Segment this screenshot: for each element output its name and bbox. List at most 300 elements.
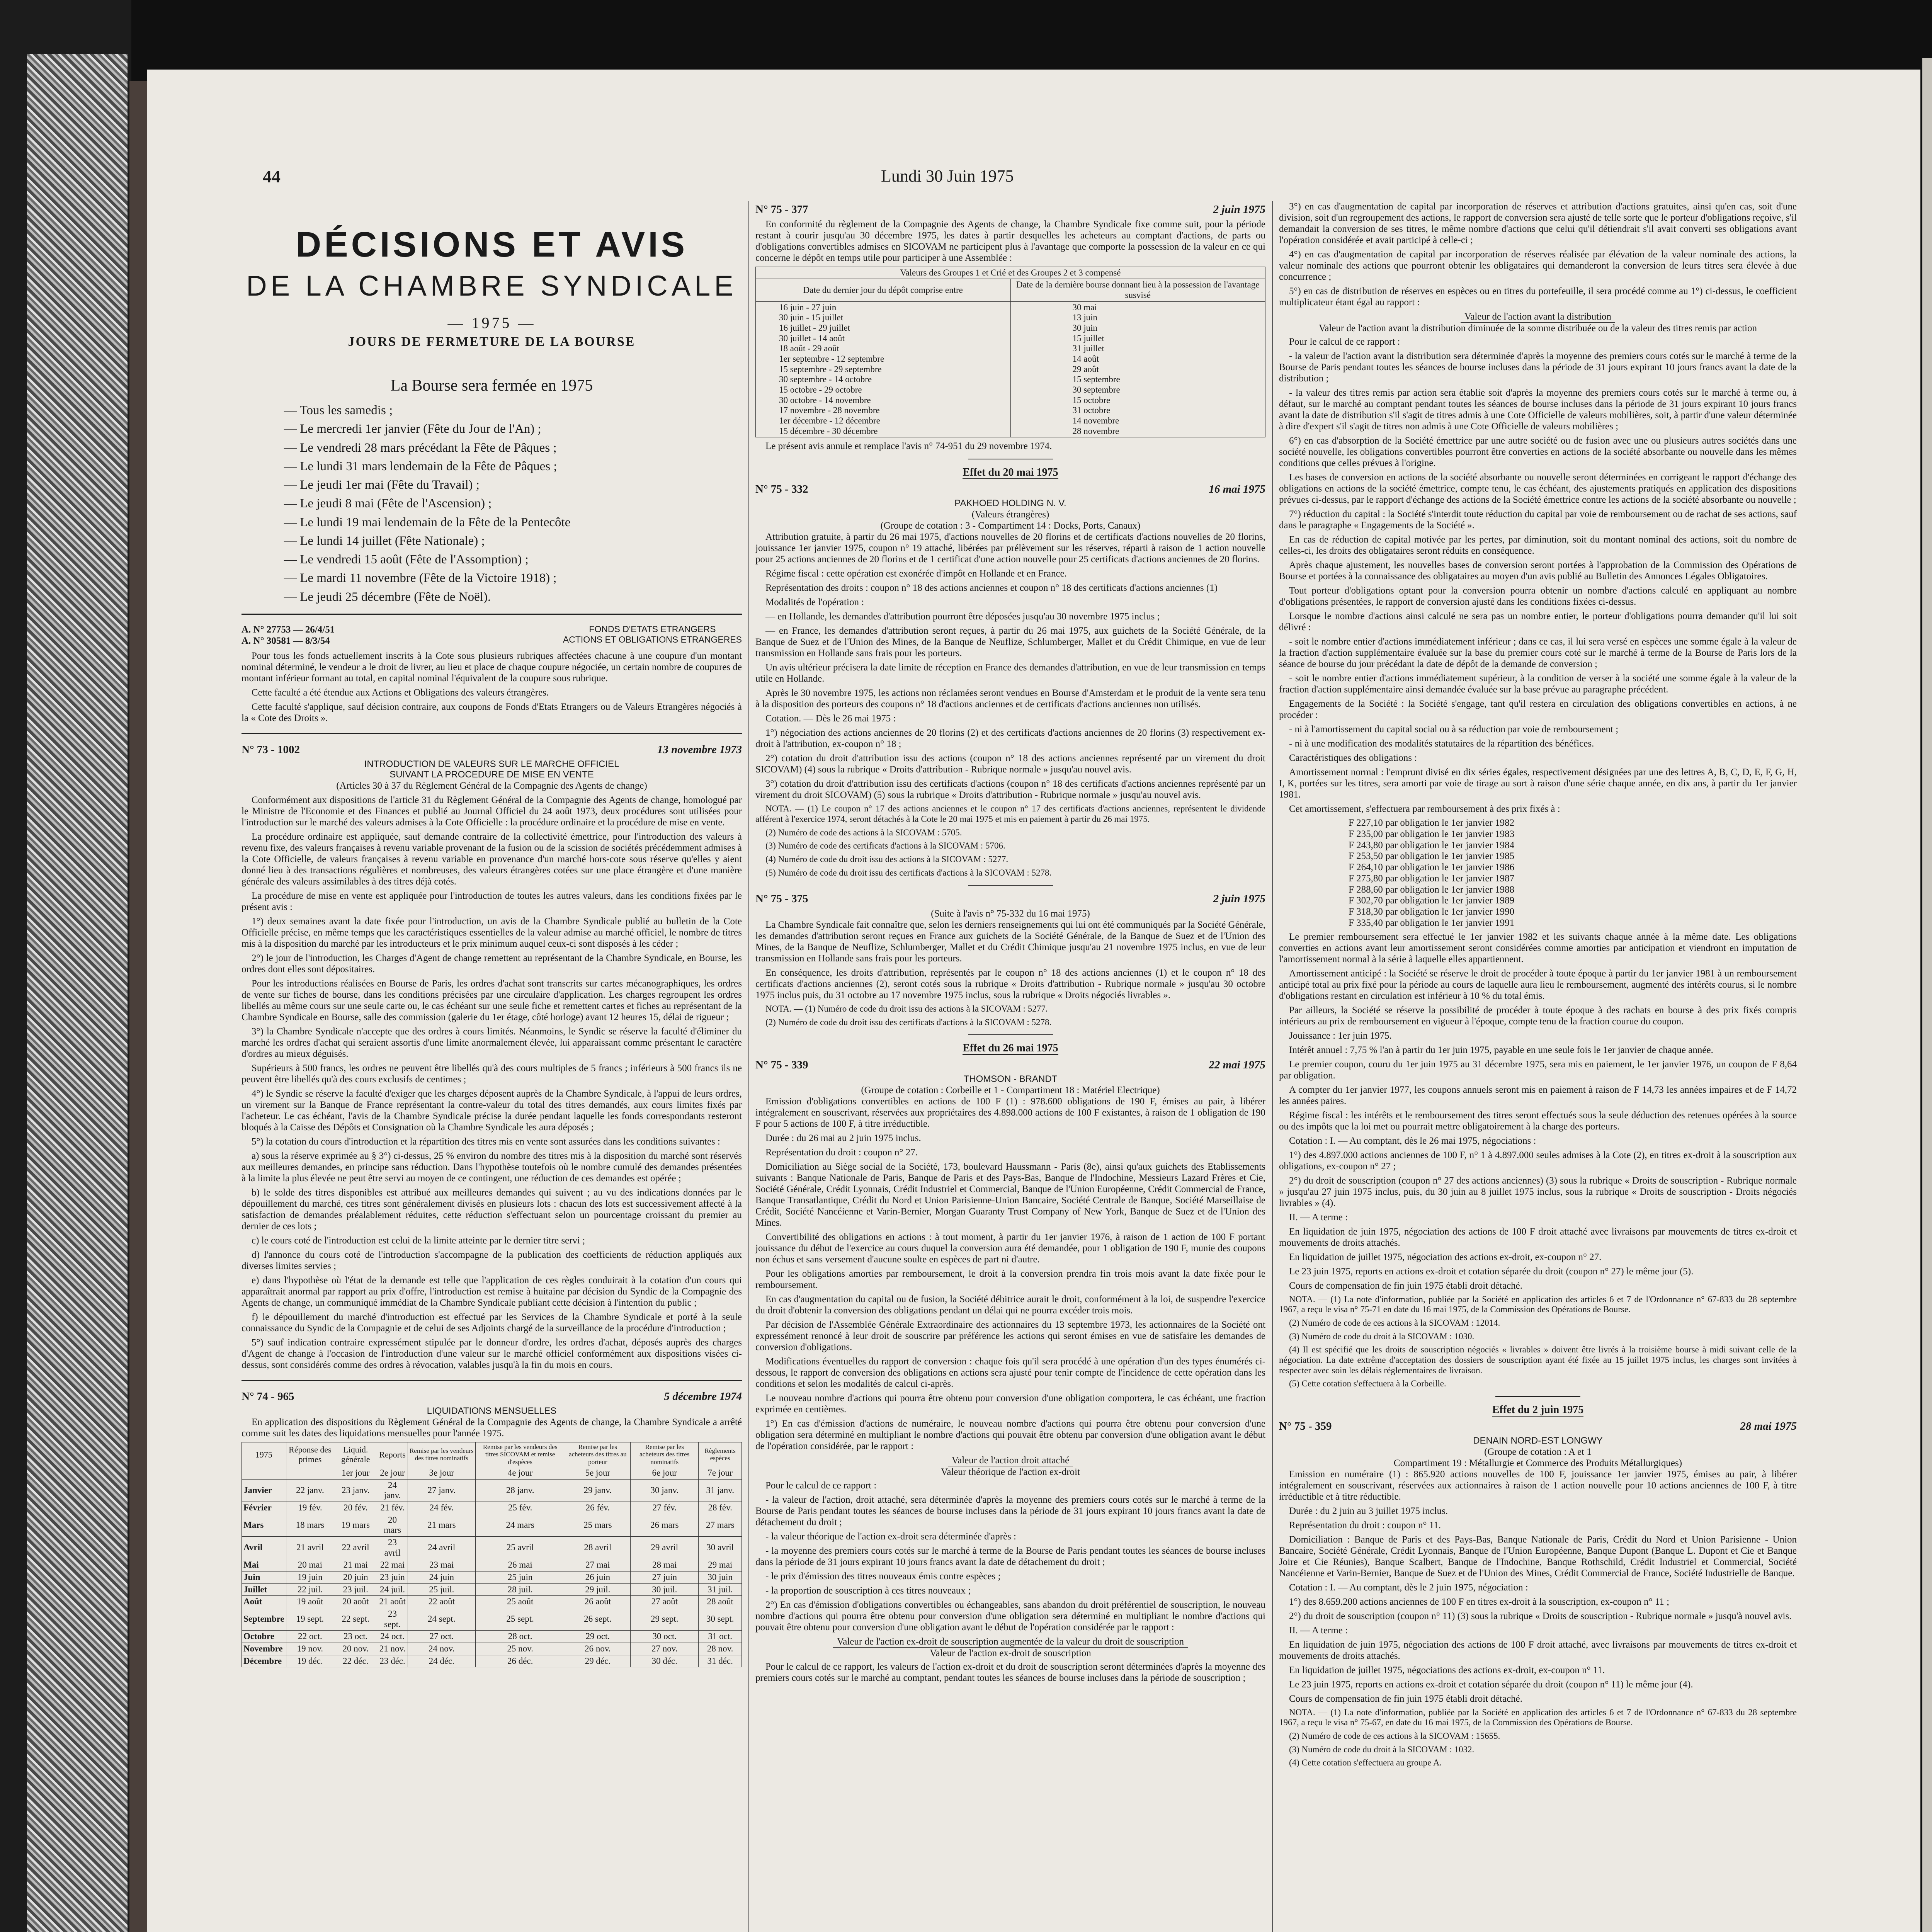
date-cell: 23 oct. — [334, 1631, 377, 1643]
paragraph: f) le dépouillement du marché d'introduction est effectué par les Services de la Chambre Syndicale et porté à la seule connaissance du Syndic de la Compagnie et de celui de ses Adjoints chargé de la surveillance de la procédure d'introduction ; — [242, 1312, 742, 1334]
note: (5) Cette cotation s'effectuera à la Corbeille. — [1289, 1379, 1446, 1389]
date-cell: 29 déc. — [565, 1655, 631, 1667]
date-cell: 21 nov. — [377, 1643, 408, 1655]
arrete-ref: A. N° 30581 — 8/3/54 — [242, 636, 330, 646]
table-row — [242, 1514, 742, 1536]
formula-denominator: Valeur de l'action ex-droit de souscription — [930, 1648, 1091, 1659]
paragraph: Pour le calcul de ce rapport : — [1289, 337, 1400, 347]
month-cell: Mars — [242, 1514, 286, 1536]
divider — [1495, 1396, 1580, 1397]
date-cell: 29 avril — [631, 1536, 699, 1559]
avis-date: 28 mai 1975 — [1740, 1420, 1797, 1433]
date-cell: 28 janv. — [475, 1479, 565, 1502]
date-cell: 20 fév. — [334, 1502, 377, 1514]
paragraph: d) l'annonce du cours coté de l'introduction s'accompagne de la publication des coefficients de réduction appliqués aux diverses limites servies ; — [242, 1250, 742, 1272]
paragraph: - soit le nombre entier d'actions immédiatement supérieur, à la condition de verser à la société une somme égale à la valeur de la fraction d'action supplémentaire ainsi demandée évaluée sur la base prévue au paragraphe précédent. — [1279, 673, 1797, 695]
last-bourse-date: 28 novembre — [1072, 426, 1119, 436]
facing-page-edge — [1922, 58, 1932, 1932]
table-row — [242, 1479, 742, 1502]
holiday-item: — Le vendredi 15 août (Fête de l'Assomption) ; — [284, 553, 529, 567]
paragraph: b) le solde des titres disponibles est attribué aux meilleures demandes qui suivent ; au vu des indications données par le dépouillement du marché, ces titres sont généralement divisés en plusieurs lots : chacun des lots est successivement affecté à la satisfaction de demandes préalablement réduites, cette réduction s'effectuant selon un pourcentage croissant du premier au dernier de ces lots ; — [242, 1187, 742, 1232]
paragraph: En liquidation de juin 1975, négociation des actions de 100 F droit attaché avec livraisons par mouvements de titres ex-droit et mouvements de droits attachés. — [1279, 1226, 1797, 1248]
quotation-group: (Groupe de cotation : 3 - Compartiment 14 : Docks, Ports, Canaux) — [880, 520, 1141, 531]
paragraph: 5°) la cotation du cours d'introduction et la répartition des titres mis en vente sont assurées dans les conditions suivantes : — [252, 1136, 720, 1147]
quotation-group: Compartiment 19 : Métallurgie et Commerce des Produits Métallurgiques) — [1393, 1458, 1682, 1468]
paragraph: Pour les introductions réalisées en Bourse de Paris, les ordres d'achat sont transcrits sur cartes mécanographiques, les ordres de vente sur fiches de bourse, dans les conditions précisées par une circulaire d'application. Les charges regroupent les ordres libellés au même cours sur une seule carte ou, le cas échéant sur une seule fiche et remettent cartes et fiches au représentant de la Chambre Syndicale en Bourse, salle des commission (galerie du 1er étage, côté horloge) avant 12 heures 15, délai de rigueur ; — [242, 978, 742, 1023]
date-cell: 30 oct. — [631, 1631, 699, 1643]
paragraph: 2°) le jour de l'introduction, les Charges d'Agent de change remettent au représentant de la Chambre Syndicale, en Bourse, les ordres dont elles sont dépositaires. — [242, 953, 742, 975]
formula-numerator: Valeur de l'action ex-droit de souscription augmentée de la valeur du droit de souscription — [833, 1636, 1188, 1648]
table-row — [242, 1608, 742, 1630]
column-header: Remise par les acheteurs des titres nominatifs — [631, 1442, 699, 1467]
effective-date-heading: Effet du 26 mai 1975 — [963, 1042, 1058, 1054]
date-cell: 18 mars — [286, 1514, 334, 1536]
column-subheader: 4e jour — [475, 1467, 565, 1479]
date-cell: 24 déc. — [408, 1655, 475, 1667]
date-cell: 21 avril — [286, 1536, 334, 1559]
date-cell: 19 juin — [286, 1571, 334, 1583]
paragraph: Pour les obligations amorties par remboursement, le droit à la conversion prendra fin trois mois avant la date fixée pour le remboursement. — [755, 1269, 1265, 1291]
paragraph: En liquidation de juin 1975, négociation des actions de 100 F droit attaché, avec livraisons par mouvements de titres ex-droit et mouvements de droits attachés. — [1279, 1639, 1797, 1661]
avis-reference: (Articles 30 à 37 du Règlement Général de la Compagnie des Agents de change) — [336, 781, 647, 791]
date-cell: 27 fév. — [631, 1502, 699, 1514]
date-cell: 27 juin — [631, 1571, 699, 1583]
paragraph: Régime fiscal : les intérêts et le remboursement des titres seront effectués sous la seule déduction des retenues opérées à la source ou des impôts que la loi met ou pourrait mettre obligatoirement à la charge des porteurs. — [1279, 1110, 1797, 1132]
last-bourse-date: 13 juin — [1072, 313, 1098, 323]
formula-numerator: Valeur de l'action avant la distribution — [1461, 311, 1615, 323]
paragraph: Cours de compensation de fin juin 1975 établi droit détaché. — [1289, 1693, 1523, 1704]
divider — [968, 1034, 1053, 1035]
foreign-section — [242, 650, 742, 724]
formula-denominator: Valeur théorique de l'action ex-droit — [941, 1467, 1080, 1478]
date-cell: 22 avril — [334, 1536, 377, 1559]
amortization-row: F 243,80 par obligation le 1er janvier 1984 — [1349, 840, 1515, 850]
date-cell: 24 sept. — [408, 1608, 475, 1630]
amortization-row: F 335,40 par obligation le 1er janvier 1991 — [1349, 917, 1515, 928]
month-cell: Avril — [242, 1536, 286, 1559]
avis-number: N° 75 - 332 — [755, 483, 808, 495]
date-cell: 29 juil. — [565, 1583, 631, 1596]
note: (4) Cette cotation s'effectuera au groupe A. — [1289, 1758, 1442, 1768]
paragraph: - ni à l'amortissement du capital social ou à sa réduction par voie de remboursement ; — [1289, 724, 1619, 735]
avis-number: N° 73 - 1002 — [242, 743, 300, 756]
paragraph: a) sous la réserve exprimée au § 3°) ci-dessus, 25 % environ du nombre des titres mis à la disposition du marché sont réservés aux meilleures demandes, en principe sans réduction. Dans l'hypothèse toutefois où le nombre cumulé des demandes présentées à la limite la plus élevée ne peut être servi au moyen de ce contingent, une réduction de ces demandes est opérée ; — [242, 1151, 742, 1184]
deposit-date-range: 17 novembre - 28 novembre — [779, 405, 880, 415]
date-cell: 27 nov. — [631, 1643, 699, 1655]
paragraph: — en Hollande, les demandes d'attribution pourront être déposées jusqu'au 30 novembre 1975 inclus ; — [765, 611, 1160, 622]
paragraph: Lorsque le nombre d'actions ainsi calculé ne sera pas un nombre entier, le porteur d'obligations pourra demander qu'il lui soit délivré : — [1279, 611, 1797, 633]
note: (2) Numéro de code de ces actions à la SICOVAM : 12014. — [1289, 1318, 1500, 1328]
date-cell: 30 avril — [699, 1536, 742, 1559]
avis-339-body — [755, 1096, 1265, 1452]
date-cell: 20 nov. — [334, 1643, 377, 1655]
date-cell: 24 avril — [408, 1536, 475, 1559]
date-cell: 31 déc. — [699, 1655, 742, 1667]
date-cell: 27 août — [631, 1596, 699, 1608]
paragraph: - ni à une modification des modalités statutaires de la répartition des bénéfices. — [1289, 738, 1594, 749]
paragraph: Représentation du droit : coupon n° 27. — [765, 1147, 918, 1158]
company-subtitle: (Valeurs étrangères) — [971, 509, 1049, 520]
note: NOTA. — (1) La note d'information, publiée par la Société en application des articles 6 et 7 de l'Ordonnance n° 67-833 du 28 septembre 1967, a reçu le visa n° 75-71 en date du 16 mai 1975, de la Commission des Opérations de Bourse. — [1279, 1294, 1797, 1315]
date-cell: 19 mars — [334, 1514, 377, 1536]
month-cell: Janvier — [242, 1479, 286, 1502]
page-number: 44 — [263, 167, 281, 186]
avis-73-body — [242, 794, 742, 1371]
formula-denominator: Valeur de l'action avant la distribution diminuée de la somme distribuée ou de la valeur des titres remis par action — [1318, 323, 1757, 333]
amortization-row: F 318,30 par obligation le 1er janvier 1990 — [1349, 906, 1515, 917]
paragraph: II. — A terme : — [1289, 1212, 1348, 1223]
company-name: DENAIN NORD-EST LONGWY — [1473, 1435, 1603, 1446]
column-3 — [1279, 201, 1797, 1932]
date-cell: 23 juin — [377, 1571, 408, 1583]
date-cell: 31 juil. — [699, 1583, 742, 1596]
avis-375-body — [755, 919, 1265, 1001]
paragraph: 3°) cotation du droit d'attribution issu des certificats d'actions (coupon n° 18 des certificats d'actions anciennes représenté par un virement du droit SICOVAM) (5) sous la rubrique « Droits d'attribution - Rubrique normale » jusqu'au nouvel avis. — [755, 779, 1265, 801]
table-row — [242, 1655, 742, 1667]
date-cell: 25 juin — [475, 1571, 565, 1583]
date-cell: 22 sept. — [334, 1608, 377, 1630]
note: NOTA. — (1) La note d'information, publiée par la Société en application des articles 6 et 7 de l'Ordonnance n° 67-833 du 28 septembre 1967, a reçu le visa n° 75-67, en date du 16 mai 1975, de la Commission des Opérations de Bourse. — [1279, 1707, 1797, 1728]
date-cell: 27 mars — [699, 1514, 742, 1536]
date-cell: 28 nov. — [699, 1643, 742, 1655]
paragraph: 2°) du droit de souscription (coupon n° 11) (3) sous la rubrique « Droits de souscription - Rubrique normale » jusqu'à nouvel avis. — [1289, 1611, 1792, 1621]
date-cell: 25 août — [475, 1596, 565, 1608]
amortization-row: F 227,10 par obligation le 1er janvier 1982 — [1349, 818, 1515, 828]
last-bourse-date: 31 octobre — [1072, 405, 1111, 415]
amortization-row: F 288,60 par obligation le 1er janvier 1988 — [1349, 884, 1515, 895]
date-cell: 21 août — [377, 1596, 408, 1608]
table-row — [242, 1559, 742, 1571]
book-binding — [0, 0, 131, 1932]
date-cell: 19 sept. — [286, 1608, 334, 1630]
date-cell: 22 août — [408, 1596, 475, 1608]
table-row — [242, 1536, 742, 1559]
deposit-date-range: 15 décembre - 30 décembre — [779, 426, 878, 436]
avis-reference: (Suite à l'avis n° 75-332 du 16 mai 1975) — [931, 908, 1090, 919]
divider — [242, 733, 742, 734]
paragraph: 3°) en cas d'augmentation de capital par incorporation de réserves et attribution d'actions gratuites, ainsi qu'en cas, soit d'une division, soit d'un regroupement des actions, le rapport de conversion sera ajusté de telle sorte que le porteur d'obligations reçoive, s'il demandait la conversion de ses titres, le même nombre d'actions que celui qu'il détiendrait s'il avait converti ses obligations avant l'opération considérée et avait participé à celle-ci ; — [1279, 201, 1797, 245]
avis-title: INTRODUCTION DE VALEURS SUR LE MARCHE OFFICIEL — [364, 759, 619, 769]
paragraph: Cotation. — Dès le 26 mai 1975 : — [765, 713, 896, 724]
avis-date: 2 juin 1975 — [1213, 203, 1265, 216]
holiday-item: — Le vendredi 28 mars précédant la Fête de Pâques ; — [284, 440, 557, 455]
deposit-date-range: 1er septembre - 12 septembre — [779, 354, 884, 364]
paragraph: 2°) cotation du droit d'attribution issu des actions (coupon n° 18 des actions anciennes représenté par un virement du droit SICOVAM) (4) sous la rubrique « Droits d'attribution - Rubrique normale » jusqu'au nouvel avis. — [755, 753, 1265, 775]
paragraph: Caractéristiques des obligations : — [1289, 753, 1417, 763]
paragraph: Supérieurs à 500 francs, les ordres ne peuvent être libellés qu'à des cours multiples de 5 francs ; inférieurs à 500 francs ils ne peuvent être libellés qu'à des cours exclusifs de centimes ; — [242, 1063, 742, 1085]
table-row — [242, 1571, 742, 1583]
amortization-row: F 253,50 par obligation le 1er janvier 1985 — [1349, 851, 1515, 862]
paragraph: Par décision de l'Assemblée Générale Extraordinaire des actionnaires du 13 septembre 1973, les actionnaires de la Société ont expressément renoncé à leur droit de souscrire par préférence les actions qui seront émises en vue de satisfaire les demandes de conversion d'obligations. — [755, 1320, 1265, 1353]
amortization-row: F 235,00 par obligation le 1er janvier 1983 — [1349, 828, 1515, 839]
avis-number: N° 75 - 377 — [755, 203, 808, 216]
date-cell: 24 juin — [408, 1571, 475, 1583]
last-bourse-date: 30 septembre — [1072, 385, 1120, 395]
paragraph: - la valeur des titres remis par action sera établie soit d'après la moyenne des premiers cours cotés sur le marché à terme ou, à défaut, sur le marché au comptant pendant toutes les séances de bourse incluses dans la période de 31 jours expirant 10 jours francs avant la date de distribution s'il s'agit de titres admis à une Cote Officielle de valeurs mobilières, soit, à partir d'une valeur déterminée à dire d'expert s'il s'agit de titres non admis à une Cote Officielle de valeurs mobilières ; — [1279, 388, 1797, 432]
paragraph: Représentation du droit : coupon n° 11. — [1289, 1520, 1441, 1531]
paragraph: Domiciliation au Siège social de la Société, 173, boulevard Haussmann - Paris (8e), ainsi qu'aux guichets des Etablissements suivants : Banque Nationale de Paris, Banque de Paris et des Pays-Bas, Banque de l'Indochine, Messieurs Lazard Frères et Cie, Société Générale, Crédit Lyonnais, Crédit Industriel et Commercial, Banque de l'Union Européenne, Crédit Commercial de France, Banque Transatlantique, Crédit du Nord et Union Parisienne-Union Bancaire, Société Centrale de Banque, Société Marseillaise de Crédit, Société Nancéienne et Varin-Bernier, Morgan Guaranty Trust Company of New York, Banque de Suez et de l'Union des Mines. — [755, 1162, 1265, 1228]
date-cell: 29 sept. — [631, 1608, 699, 1630]
thomson-notes — [1279, 1294, 1797, 1389]
date-cell: 30 juil. — [631, 1583, 699, 1596]
holiday-item: — Le mercredi 1er janvier (Fête du Jour de l'An) ; — [284, 422, 541, 436]
paragraph: Le nouveau nombre d'actions qui pourra être obtenu pour conversion d'une obligation comportera, le cas échéant, une fraction exprimée en centièmes. — [755, 1393, 1265, 1415]
paragraph: - soit le nombre entier d'actions immédiatement inférieur ; dans ce cas, il lui sera versé en espèces une somme égale à la valeur de la fraction d'action supplémentaire évaluée sur la base du premier cours coté sur le marché à terme de la Bourse de Paris lors de la séance de bourse du jour précédant la date de dépôt de la demande de conversion ; — [1279, 636, 1797, 669]
note: (5) Numéro de code du droit issu des certificats d'actions à la SICOVAM : 5278. — [765, 867, 1052, 878]
paragraph: Engagements de la Société : la Société s'engage, tant qu'il restera en circulation des obligations convertibles en actions, à ne procéder : — [1279, 699, 1797, 720]
date-cell: 30 juin — [699, 1571, 742, 1583]
month-cell: Juin — [242, 1571, 286, 1583]
effective-date-heading: Effet du 20 mai 1975 — [963, 466, 1058, 479]
paragraph: Par ailleurs, la Société se réserve la possibilité de procéder à toute époque à des rachats en bourse à des prix fixés compris intérieurs au prix de remboursement en vigueur à l'époque, compte tenu de la fraction courue du coupon. — [1279, 1005, 1797, 1027]
paragraph: Amortissement normal : l'emprunt divisé en dix séries égales, respectivement désignées par une des lettres A, B, C, D, E, F, G, H, I, K, portées sur les titres, sera amorti par voie de tirage au sort à raison d'une série chaque année, en dix ans, à partir du 1er janvier 1981. — [1279, 767, 1797, 800]
date-cell: 24 nov. — [408, 1643, 475, 1655]
note: (2) Numéro de code de ces actions à la SICOVAM : 15655. — [1289, 1731, 1500, 1741]
column-2 — [755, 201, 1265, 1932]
column-rule-2 — [1272, 201, 1273, 1932]
paragraph: En cas de réduction de capital motivée par les pertes, par diminution, soit du montant nominal des actions, soit du nombre de celles-ci, les droits des obligataires seront réduits en conséquence. — [1279, 534, 1797, 556]
paragraph: Emission d'obligations convertibles en actions de 100 F (1) : 978.600 obligations de 190 F, émises au pair, à libérer intégralement en souscrivant, réservées aux propriétaires des 4.898.000 actions de 100 F existantes, à raison de 1 obligation de 190 F pour 5 actions de 100 F, à titre irréductible. — [755, 1096, 1265, 1129]
formula — [1279, 311, 1797, 334]
paragraph: Modalités de l'opération : — [765, 597, 864, 608]
paragraph: Cotation : I. — Au comptant, dès le 26 mai 1975, négociations : — [1289, 1135, 1536, 1146]
marbled-cover — [27, 54, 128, 1932]
amortization-row: F 302,70 par obligation le 1er janvier 1989 — [1349, 895, 1515, 906]
last-bourse-date: 30 mai — [1072, 302, 1097, 312]
paragraph: - la moyenne des premiers cours cotés sur le marché à terme de la Bourse de Paris pendant toutes les séances de bourse incluses dans la période de 31 jours expirant 10 jours francs avant la date de détachement du droit ; — [755, 1546, 1265, 1568]
deposit-date-range: 30 septembre - 14 octobre — [779, 374, 872, 384]
note: (3) Numéro de code des certificats d'actions à la SICOVAM : 5706. — [765, 841, 1005, 851]
paragraph: Les bases de conversion en actions de la société absorbante ou nouvelle seront déterminées en corrigeant le rapport d'échange des obligations en actions de la société émettrice, compte tenu, le cas échéant, des ajustements pratiqués en application des dispositions prévues ci-dessus, par le rapport d'échange des actions de la Société émettrice contre les actions de la société absorbante ou nouvelle ; — [1279, 472, 1797, 505]
paragraph: 1°) des 8.659.200 actions anciennes de 100 F en titres ex-droit à la souscription, ex-coupon n° 11 ; — [1289, 1596, 1670, 1607]
holiday-item: — Le jeudi 1er mai (Fête du Travail) ; — [284, 478, 480, 492]
date-cell: 23 janv. — [334, 1479, 377, 1502]
date-cell: 21 fév. — [377, 1502, 408, 1514]
date-cell: 20 mai — [286, 1559, 334, 1571]
date-cell: 20 juin — [334, 1571, 377, 1583]
holiday-item: — Le lundi 14 juillet (Fête Nationale) ; — [284, 534, 485, 548]
avis-375-notes — [755, 1004, 1265, 1027]
paragraph: Jouissance : 1er juin 1975. — [1289, 1030, 1392, 1041]
table-row — [242, 1643, 742, 1655]
column-subheader: 5e jour — [565, 1467, 631, 1479]
avis-number: N° 74 - 965 — [242, 1390, 294, 1403]
date-cell: 22 juil. — [286, 1583, 334, 1596]
paragraph: e) dans l'hypothèse où l'état de la demande est telle que l'application de ces règles conduirait à la cotation d'un cours qui apparaîtrait anormal par rapport au prix d'offre, l'introduction est remise à huitaine par décision du Syndic de la Compagnie des Agents de change, un communiqué immédiat de la Chambre Syndicale publiant cette décision à l'intention du public ; — [242, 1275, 742, 1308]
paragraph: 1°) En cas d'émission d'actions de numéraire, le nouveau nombre d'actions qui pourra être obtenu pour conversion d'une obligation sera déterminé en multipliant le nombre d'actions qui pouvait être obtenu par conversion d'une obligation avant le début de l'opération considérée, par le rapport : — [755, 1418, 1265, 1452]
date-cell: 20 mars — [377, 1514, 408, 1536]
avis-339-body-3 — [755, 1661, 1265, 1684]
quotation-group: (Groupe de cotation : Corbeille et 1 - Compartiment 18 : Matériel Electrique) — [861, 1085, 1160, 1096]
column-subheader — [286, 1467, 334, 1479]
paragraph: Le présent avis annule et remplace l'avis n° 74-951 du 29 novembre 1974. — [765, 441, 1052, 452]
paragraph: c) le cours coté de l'introduction est celui de la limite atteinte par le dernier titre servi ; — [252, 1235, 585, 1246]
deposit-date-range: 30 juillet - 14 août — [779, 333, 845, 343]
column-header: 1975 — [242, 1442, 286, 1467]
column-subheader: 1er jour — [334, 1467, 377, 1479]
holiday-item: — Le lundi 19 mai lendemain de la Fête de la Pentecôte — [284, 515, 571, 529]
date-cell: 28 avril — [565, 1536, 631, 1559]
paragraph: A compter du 1er janvier 1977, les coupons annuels seront mis en paiement à raison de F 14,73 les années impaires et de F 14,72 les années paires. — [1279, 1084, 1797, 1106]
paragraph: 2°) En cas d'émission d'obligations convertibles ou échangeables, sans abandon du droit préférentiel de souscription, le nouveau nombre d'actions qui pourra être obtenu pour conversion d'une obligation sera déterminé en multipliant le nombre d'actions qui pouvait être obtenu pour conversion d'une obligation avant le début de l'opération considérée par le rapport : — [755, 1600, 1265, 1633]
paragraph: Domiciliation : Banque de Paris et des Pays-Bas, Banque Nationale de Paris, Crédit du Nord et Union Parisienne - Union Bancaire, Société Générale, Crédit Lyonnais, Banque de l'Union Européenne, Banque Dupont (Banque L. Dupont et Cie et Banque Joire et Cie Réunies), Banque Scalbert, Banque de l'Indochine, Banque Rothschild, Crédit Industriel et Commercial, Société Nancéienne et Varin-Bernier, Banque de Suez et de l'Union des Mines, Crédit Commercial de France, Société Industrielle de Banque. — [1279, 1534, 1797, 1578]
month-cell: Février — [242, 1502, 286, 1514]
avis-title: LIQUIDATIONS MENSUELLES — [427, 1405, 557, 1416]
avis-359-notes — [1279, 1708, 1797, 1768]
month-cell: Août — [242, 1596, 286, 1608]
paragraph: II. — A terme : — [1289, 1625, 1348, 1636]
last-bourse-dates — [1010, 301, 1265, 437]
paragraph: 5°) sauf indication contraire expressément stipulée par le donneur d'ordre, les ordres d'achat, déposés auprès des charges d'Agent de change à l'occasion de l'introduction d'une valeur sur le marché officiel conformément aux dispositions visées ci-dessus, sont considérés comme des ordres à révocation, valables jusqu'à la fin du mois en cours. — [242, 1337, 742, 1371]
column-header: Date du dernier jour du dépôt comprise entre — [756, 279, 1011, 301]
paragraph: Tout porteur d'obligations optant pour la conversion pourra obtenir un nombre d'actions calculé en appliquant au nombre d'obligations présentées, le rapport de conversion ajusté dans les conditions fixées ci-dessus. — [1279, 585, 1797, 607]
quotation-group: (Groupe de cotation : A et 1 — [1484, 1446, 1592, 1457]
paragraph: 6°) en cas d'absorption de la Société émettrice par une autre société ou de fusion avec une ou plusieurs autres sociétés dans une société nouvelle, les obligations convertibles pourront être converties en actions de la société absorbante ou nouvelle dans les mêmes conditions que celles prévues à l'origine. — [1279, 435, 1797, 468]
date-cell: 26 août — [565, 1596, 631, 1608]
date-cell: 25 nov. — [475, 1643, 565, 1655]
date-cell: 25 fév. — [475, 1502, 565, 1514]
paragraph: Le 23 juin 1975, reports en actions ex-droit et cotation séparée du droit (coupon n° 11) le même jour (4). — [1289, 1679, 1693, 1690]
newspaper-page — [147, 70, 1920, 1932]
date-cell: 25 juil. — [408, 1583, 475, 1596]
holiday-item: — Le jeudi 25 décembre (Fête de Noël). — [284, 590, 491, 604]
divider — [242, 1380, 742, 1381]
date-cell: 30 déc. — [631, 1655, 699, 1667]
divider — [242, 614, 742, 615]
main-subtitle: DE LA CHAMBRE SYNDICALE — [246, 269, 737, 302]
paragraph: Durée : du 26 mai au 2 juin 1975 inclus. — [765, 1133, 921, 1144]
column-subheader: 2e jour — [377, 1467, 408, 1479]
last-bourse-date: 14 novembre — [1072, 416, 1119, 426]
date-cell: 26 sept. — [565, 1608, 631, 1630]
date-cell: 30 sept. — [699, 1608, 742, 1630]
paragraph: 4°) en cas d'augmentation de capital par incorporation de réserves réalisée par élévation de la valeur nominale des actions, la valeur nominale des actions que pourront obtenir les obligataires qui demanderont la conversion de leurs titres sera élevée à due concurrence ; — [1279, 249, 1797, 282]
liquidation-table — [242, 1442, 742, 1668]
paragraph: Représentation des droits : coupon n° 18 des actions anciennes et coupon n° 18 des certificats d'actions anciennes (1) — [765, 583, 1218, 594]
paragraph: - la proportion de souscription à ces titres nouveaux ; — [765, 1585, 971, 1596]
date-cell: 25 avril — [475, 1536, 565, 1559]
avis-number: N° 75 - 339 — [755, 1058, 808, 1071]
date-cell: 25 sept. — [475, 1608, 565, 1630]
running-date: Lundi 30 Juin 1975 — [881, 167, 1014, 185]
formula-numerator: Valeur de l'action droit attaché — [948, 1455, 1073, 1466]
page-edges — [129, 81, 149, 1932]
date-cell: 26 mai — [475, 1559, 565, 1571]
last-bourse-date: 15 juillet — [1072, 333, 1104, 343]
date-cell: 29 mai — [699, 1559, 742, 1571]
last-bourse-date: 30 juin — [1072, 323, 1098, 333]
date-cell: 19 nov. — [286, 1643, 334, 1655]
table-caption: Valeurs des Groupes 1 et Crié et des Groupes 2 et 3 compensé — [756, 267, 1265, 279]
date-cell: 19 fév. — [286, 1502, 334, 1514]
month-cell: Octobre — [242, 1631, 286, 1643]
table-row — [242, 1631, 742, 1643]
paragraph: - la valeur théorique de l'action ex-droit sera déterminée d'après : — [765, 1531, 1016, 1542]
avis-title: SUIVANT LA PROCEDURE DE MISE EN VENTE — [389, 769, 594, 780]
effective-date-heading: Effet du 2 juin 1975 — [1492, 1403, 1584, 1416]
last-bourse-date: 31 juillet — [1072, 344, 1104, 354]
date-cell: 26 déc. — [475, 1655, 565, 1667]
avis-date: 5 décembre 1974 — [664, 1390, 742, 1403]
date-cell: 28 oct. — [475, 1631, 565, 1643]
date-cell: 24 fév. — [408, 1502, 475, 1514]
amortization-row: F 264,10 par obligation le 1er janvier 1986 — [1349, 862, 1515, 872]
deposit-date-range: 16 juillet - 29 juillet — [779, 323, 850, 333]
date-cell: 29 janv. — [565, 1479, 631, 1502]
month-cell: Novembre — [242, 1643, 286, 1655]
avis-339-body-2 — [755, 1480, 1265, 1633]
deposit-date-range: 30 octobre - 14 novembre — [779, 395, 871, 405]
paragraph: La Chambre Syndicale fait connaître que, selon les derniers renseignements qui lui ont été communiqués par la Société Générale, les demandes d'attribution seront reçues en France aux guichets de la Société Générale, de la Banque de Suez et de l'Union des Mines, de la Banque de Neuflize, Schlumberger, Mallet et du Crédit Chimique jusqu'au 21 novembre 1975 inclus, en vue de leur transmission en Hollande sans frais pour les porteurs. — [755, 919, 1265, 964]
note: (4) Numéro de code du droit issu des actions à la SICOVAM : 5277. — [765, 854, 1009, 864]
date-cell: 27 mai — [565, 1559, 631, 1571]
column-1 — [242, 201, 742, 1932]
paragraph: En cas d'augmentation du capital ou de fusion, la Société débitrice aurait le droit, conformément à la loi, de suspendre l'exercice du droit d'obtenir la conversion des obligations pendant un délai qui ne pourra excéder trois mois. — [755, 1294, 1265, 1316]
amortization-schedule — [1349, 818, 1797, 929]
avis-date: 2 juin 1975 — [1213, 893, 1265, 905]
paragraph: En liquidation de juillet 1975, négociations des actions ex-droit, ex-coupon n° 11. — [1289, 1665, 1605, 1675]
conversion-paragraphs-2 — [1279, 336, 1797, 815]
date-cell: 22 mai — [377, 1559, 408, 1571]
holiday-item: — Le lundi 31 mars lendemain de la Fête de Pâques ; — [284, 459, 557, 473]
date-cell: 24 juil. — [377, 1583, 408, 1596]
column-header: Réponse des primes — [286, 1442, 334, 1467]
paragraph: Cours de compensation de fin juin 1975 établi droit détaché. — [1289, 1280, 1523, 1291]
arrete-ref: A. N° 27753 — 26/4/51 — [242, 624, 335, 635]
paragraph: 2°) du droit de souscription (coupon n° 27 des actions anciennes) (3) sous la rubrique « Droits de souscription - Rubrique normale » jusqu'au 27 juin 1975 inclus, puis, du 30 juin au 8 juillet 1975 inclus, sous la rubrique « Droits de souscription - Droits négociés livrables » (4). — [1279, 1175, 1797, 1208]
paragraph: Attribution gratuite, à partir du 26 mai 1975, d'actions nouvelles de 20 florins et de certificats d'actions nouvelles de 20 florins, jouissance 1er janvier 1975, coupon n° 19 attaché, libérées par prélèvement sur les réserves, réparti à raison de 1 action nouvelle pour 25 actions anciennes de 20 florins et de 1 certificat d'une action nouvelle pour 25 certificats d'actions anciennes de 20 florins. — [755, 532, 1265, 565]
date-cell: 28 juil. — [475, 1583, 565, 1596]
note: NOTA. — (1) Le coupon n° 17 des actions anciennes et le coupon n° 17 des certificats d'actions anciennes, représentent le dividende afférent à l'exercice 1974, seront détachés à la Cote le 20 mai 1975 et mis en paiement à partir du 26 mai 1975. — [755, 804, 1265, 824]
date-cell: 30 janv. — [631, 1479, 699, 1502]
paragraph: Après chaque ajustement, les nouvelles bases de conversion seront portées à l'approbation de la Commission des Opérations de Bourse et portées à la connaissance des obligataires au moyen d'un avis publié au Bulletin des Annonces Légales Obligatoires. — [1279, 560, 1797, 582]
date-cell: 19 déc. — [286, 1655, 334, 1667]
paragraph: Cette faculté s'applique, sauf décision contraire, aux coupons de Fonds d'Etats Etrangers ou de Valeurs Etrangères négociés à la « Cote des Droits ». — [242, 702, 742, 724]
date-cell: 20 août — [334, 1596, 377, 1608]
amortization-row: F 275,80 par obligation le 1er janvier 1987 — [1349, 873, 1515, 884]
month-cell: Septembre — [242, 1608, 286, 1630]
date-cell: 24 janv. — [377, 1479, 408, 1502]
deposit-date-range: 15 septembre - 29 septembre — [779, 364, 882, 374]
paragraph: La procédure ordinaire est appliquée, sauf demande contraire de la collectivité émettrice, pour l'introduction des valeurs à revenu fixe, des valeurs françaises à revenu variable provenant de la fusion ou de la scission de sociétés précédemment admises à la Cote Officielle, de valeurs françaises à revenu variable en provenance d'un marché hors-cote sous réserve qu'elles y aient donné lieu à des transactions régulières et nombreuses, des valeurs étrangères cotées sur une place étrangère et d'une manière générale des valeurs assimilables à des titres déjà cotés. — [242, 832, 742, 887]
paragraph: Le 23 juin 1975, reports en actions ex-droit et cotation séparée du droit (coupon n° 27) le même jour (5). — [1289, 1266, 1694, 1277]
date-cell: 26 mars — [631, 1514, 699, 1536]
avis-date: 16 mai 1975 — [1209, 483, 1265, 495]
avis-359-body — [1279, 1469, 1797, 1704]
date-cell: 28 août — [699, 1596, 742, 1608]
paragraph: Après le 30 novembre 1975, les actions non réclamées seront vendues en Bourse d'Amsterdam et le produit de la vente sera tenu à la disposition des porteurs des coupons n° 18 d'actions anciennes et de certificats d'actions anciennes non utilisés. — [755, 688, 1265, 710]
paragraph: Pour le calcul de ce rapport, les valeurs de l'action ex-droit et du droit de souscription seront déterminées d'après la moyenne des premiers cours cotés sur le marché au comptant, pendant toutes les séances de bourse incluses dans la période de souscription ; — [755, 1662, 1265, 1684]
holiday-item: — Le mardi 11 novembre (Fête de la Victoire 1918) ; — [284, 571, 557, 585]
paragraph: En liquidation de juillet 1975, négociation des actions ex-droit, ex-coupon n° 27. — [1289, 1252, 1602, 1262]
paragraph: Modifications éventuelles du rapport de conversion : chaque fois qu'il sera procédé à une opération d'un des types énumérés ci-dessous, le rapport de conversion des obligations en actions sera ajusté pour tenir compte de l'incidence de cette opération dans les conditions et selon les modalités de calcul ci-après. — [755, 1356, 1265, 1389]
date-cell: 19 août — [286, 1596, 334, 1608]
paragraph: Pour le calcul de ce rapport : — [765, 1480, 877, 1491]
date-cell: 23 mai — [408, 1559, 475, 1571]
paragraph: — en France, les demandes d'attribution seront reçues, à partir du 26 mai 1975, aux guichets de la Société Générale, de la Banque de Suez et de l'Union des Mines, de la Banque de Neuflize, Schlumberger, Mallet et du Crédit Chimique, en vue de leur transmission en Hollande sans frais pour les porteurs. — [755, 626, 1265, 659]
divider — [968, 885, 1053, 886]
paragraph: 1°) deux semaines avant la date fixée pour l'introduction, un avis de la Chambre Syndicale publié au bulletin de la Cote Officielle précise, en même temps que les caractéristiques essentielles de la valeur admise au marché officiel, le nombre de titres mis à la disposition du marché par les introducteurs et le prix minimum auquel ceux-ci sont disposés à les céder ; — [242, 916, 742, 949]
deposit-date-range: 18 août - 29 août — [779, 344, 839, 354]
paragraph: Durée : du 2 juin au 3 juillet 1975 inclus. — [1289, 1505, 1448, 1516]
date-cell: 24 mars — [475, 1514, 565, 1536]
paragraph: 1°) négociation des actions anciennes de 20 florins (2) et des certificats d'actions anciennes de 20 florins (3) respectivement ex-droit à l'attribution, ex-coupon n° 18 ; — [755, 728, 1265, 750]
last-bourse-date: 14 août — [1072, 354, 1099, 364]
note: (3) Numéro de code du droit à la SICOVAM : 1030. — [1289, 1331, 1475, 1341]
paragraph: Convertibilité des obligations en actions : à tout moment, à partir du 1er janvier 1976, à raison de 1 action de 100 F portant jouissance du début de l'exercice au cours duquel la conversion aura été demandée, pour 1 obligation de 190 F, munie des coupons non échus et sans versement d'aucune soulte en espèces de part ni d'autre. — [755, 1232, 1265, 1265]
date-cell: 26 fév. — [565, 1502, 631, 1514]
column-subheader: 6e jour — [631, 1467, 699, 1479]
